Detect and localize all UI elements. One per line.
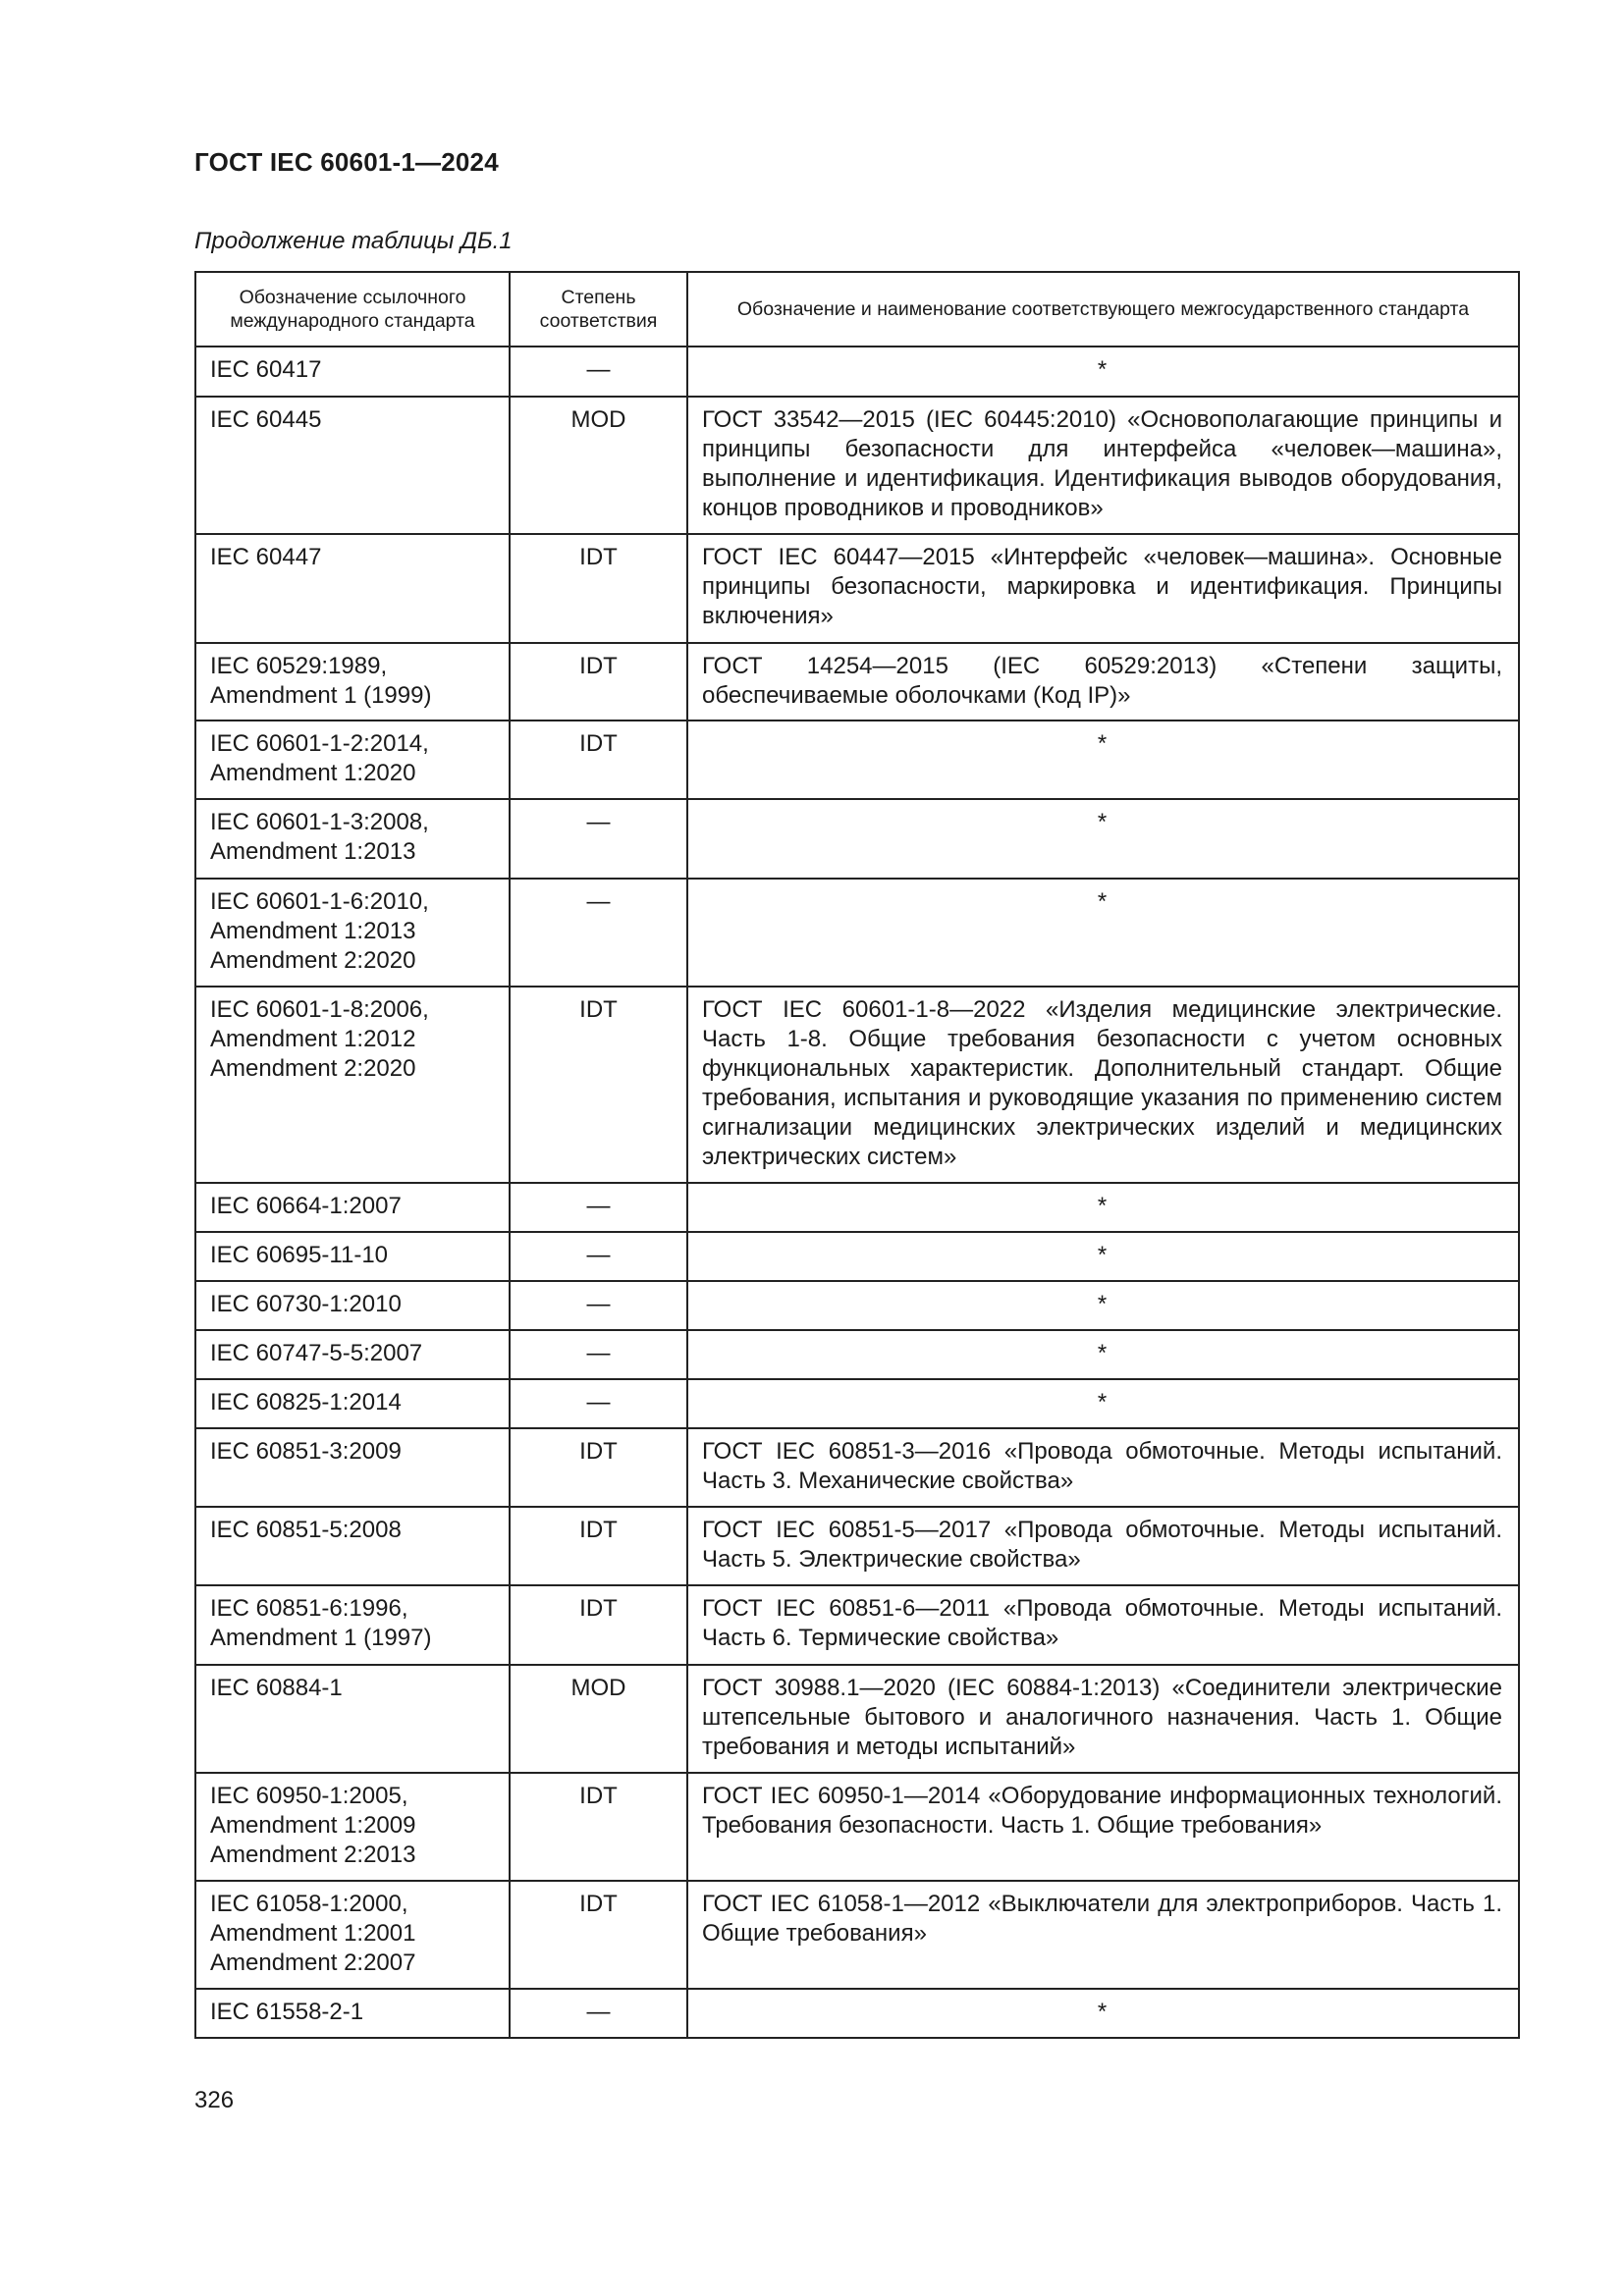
table-row bbox=[195, 1428, 1519, 1507]
gost-cell: ГОСТ IEC 61058-1—2012 «Выключатели для электроприборов. Часть 1. Общие требования» bbox=[687, 1881, 1519, 1989]
reference-cell: IEC 60695-11-10 bbox=[195, 1232, 510, 1281]
degree-cell: — bbox=[510, 1379, 687, 1428]
table-row bbox=[195, 879, 1519, 987]
table-row bbox=[195, 347, 1519, 397]
degree-cell: IDT bbox=[510, 1507, 687, 1585]
degree-cell: IDT bbox=[510, 721, 687, 799]
degree-cell: MOD bbox=[510, 397, 687, 534]
reference-cell: IEC 60747-5-5:2007 bbox=[195, 1330, 510, 1379]
gost-cell: ГОСТ IEC 60851-5—2017 «Провода обмоточные. Методы испытаний. Часть 5. Электрические свойства» bbox=[687, 1507, 1519, 1585]
table-row bbox=[195, 1379, 1519, 1428]
document-header: ГОСТ IEC 60601-1—2024 bbox=[194, 147, 499, 177]
table-row bbox=[195, 987, 1519, 1183]
gost-cell: * bbox=[687, 1183, 1519, 1232]
table-row bbox=[195, 1330, 1519, 1379]
reference-cell: IEC 61058-1:2000, Amendment 1:2001 Amendment 2:2007 bbox=[195, 1881, 510, 1989]
reference-cell: IEC 60601-1-2:2014, Amendment 1:2020 bbox=[195, 721, 510, 799]
header-row bbox=[195, 272, 1519, 347]
reference-cell: IEC 60445 bbox=[195, 397, 510, 534]
degree-cell: — bbox=[510, 1330, 687, 1379]
gost-cell: ГОСТ IEC 60851-6—2011 «Провода обмоточные. Методы испытаний. Часть 6. Термические свойства» bbox=[687, 1585, 1519, 1665]
reference-cell: IEC 60884-1 bbox=[195, 1665, 510, 1773]
table-row bbox=[195, 1507, 1519, 1585]
degree-cell: — bbox=[510, 1281, 687, 1330]
table-caption: Продолжение таблицы ДБ.1 bbox=[194, 228, 513, 254]
gost-cell: ГОСТ 33542—2015 (IEC 60445:2010) «Основополагающие принципы и принципы безопасности для интерфейса «человек—машина», выполнение и идентификация. Идентификация выводов оборудования, концов проводников и проводников» bbox=[687, 397, 1519, 534]
degree-cell: IDT bbox=[510, 1881, 687, 1989]
degree-cell: — bbox=[510, 1989, 687, 2038]
reference-cell: IEC 60601-1-6:2010, Amendment 1:2013 Amendment 2:2020 bbox=[195, 879, 510, 987]
reference-cell: IEC 60730-1:2010 bbox=[195, 1281, 510, 1330]
gost-cell: * bbox=[687, 721, 1519, 799]
reference-cell: IEC 60601-1-3:2008, Amendment 1:2013 bbox=[195, 799, 510, 879]
gost-cell: * bbox=[687, 799, 1519, 879]
degree-cell: — bbox=[510, 799, 687, 879]
reference-cell: IEC 60664-1:2007 bbox=[195, 1183, 510, 1232]
reference-cell: IEC 60825-1:2014 bbox=[195, 1379, 510, 1428]
degree-cell: — bbox=[510, 347, 687, 397]
table-row bbox=[195, 1881, 1519, 1989]
gost-cell: ГОСТ IEC 60447—2015 «Интерфейс «человек—машина». Основные принципы безопасности, маркировка и идентификация. Принципы включения» bbox=[687, 534, 1519, 643]
reference-cell: IEC 60851-6:1996, Amendment 1 (1997) bbox=[195, 1585, 510, 1665]
reference-standards-table bbox=[194, 271, 1520, 2039]
table-row bbox=[195, 1183, 1519, 1232]
column-header-reference: Обозначение ссылочного международного стандарта bbox=[195, 272, 510, 347]
column-header-gost: Обозначение и наименование соответствующего межгосударственного стандарта bbox=[687, 272, 1519, 347]
degree-cell: IDT bbox=[510, 987, 687, 1183]
reference-cell: IEC 60950-1:2005, Amendment 1:2009 Amendment 2:2013 bbox=[195, 1773, 510, 1881]
gost-cell: ГОСТ IEC 60601-1-8—2022 «Изделия медицинские электрические. Часть 1-8. Общие требования безопасности с учетом основных функциональных характеристик. Дополнительный стандарт. Общие требования, испытания и руководящие указания по применению систем сигнализации медицинских электрических изделий и медицинских электрических систем» bbox=[687, 987, 1519, 1183]
gost-cell: * bbox=[687, 1281, 1519, 1330]
table-row bbox=[195, 1281, 1519, 1330]
table-row bbox=[195, 721, 1519, 799]
degree-cell: — bbox=[510, 879, 687, 987]
table-row bbox=[195, 1989, 1519, 2038]
gost-cell: * bbox=[687, 1232, 1519, 1281]
table-row bbox=[195, 643, 1519, 721]
table-row bbox=[195, 397, 1519, 534]
gost-cell: * bbox=[687, 1379, 1519, 1428]
page-number: 326 bbox=[194, 2087, 235, 2113]
table-row bbox=[195, 534, 1519, 643]
degree-cell: IDT bbox=[510, 1428, 687, 1507]
table-row bbox=[195, 1232, 1519, 1281]
gost-cell: * bbox=[687, 347, 1519, 397]
table-row bbox=[195, 1773, 1519, 1881]
gost-cell: ГОСТ IEC 60950-1—2014 «Оборудование информационных технологий. Требования безопасности. Часть 1. Общие требования» bbox=[687, 1773, 1519, 1881]
table-row bbox=[195, 799, 1519, 879]
degree-cell: — bbox=[510, 1183, 687, 1232]
table-header bbox=[195, 272, 1519, 347]
degree-cell: IDT bbox=[510, 534, 687, 643]
reference-cell: IEC 60851-5:2008 bbox=[195, 1507, 510, 1585]
reference-cell: IEC 60417 bbox=[195, 347, 510, 397]
reference-cell: IEC 60447 bbox=[195, 534, 510, 643]
table-row bbox=[195, 1665, 1519, 1773]
degree-cell: MOD bbox=[510, 1665, 687, 1773]
gost-cell: ГОСТ IEC 60851-3—2016 «Провода обмоточные. Методы испытаний. Часть 3. Механические свойства» bbox=[687, 1428, 1519, 1507]
degree-cell: IDT bbox=[510, 643, 687, 721]
reference-cell: IEC 61558-2-1 bbox=[195, 1989, 510, 2038]
gost-cell: * bbox=[687, 1989, 1519, 2038]
column-header-degree: Степень соответствия bbox=[510, 272, 687, 347]
gost-cell: * bbox=[687, 1330, 1519, 1379]
degree-cell: IDT bbox=[510, 1585, 687, 1665]
gost-cell: ГОСТ 30988.1—2020 (IEC 60884-1:2013) «Соединители электрические штепсельные бытового и аналогичного назначения. Часть 1. Общие требования и методы испытаний» bbox=[687, 1665, 1519, 1773]
gost-cell: ГОСТ 14254—2015 (IEC 60529:2013) «Степени защиты, обеспечиваемые оболочками (Код IP)» bbox=[687, 643, 1519, 721]
reference-cell: IEC 60529:1989, Amendment 1 (1999) bbox=[195, 643, 510, 721]
reference-cell: IEC 60601-1-8:2006, Amendment 1:2012 Amendment 2:2020 bbox=[195, 987, 510, 1183]
table-body bbox=[195, 347, 1519, 2038]
reference-cell: IEC 60851-3:2009 bbox=[195, 1428, 510, 1507]
table-row bbox=[195, 1585, 1519, 1665]
degree-cell: — bbox=[510, 1232, 687, 1281]
degree-cell: IDT bbox=[510, 1773, 687, 1881]
gost-cell: * bbox=[687, 879, 1519, 987]
